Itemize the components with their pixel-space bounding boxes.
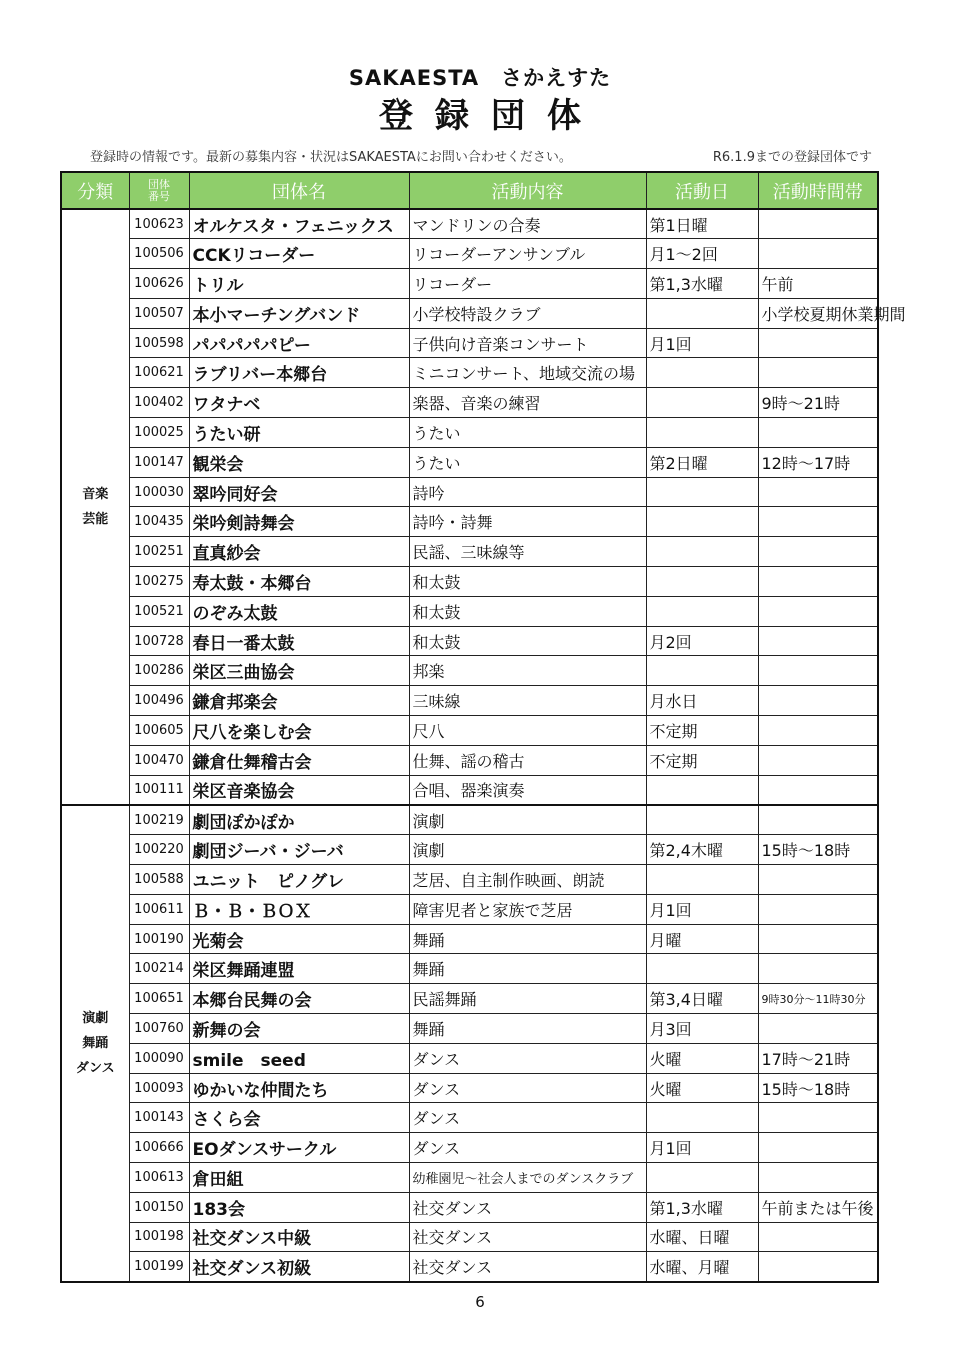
activity-cell: 小学校特設クラブ xyxy=(409,298,646,328)
time-cell xyxy=(758,1014,878,1044)
table-row xyxy=(61,537,878,567)
table-row xyxy=(61,1133,878,1163)
day-cell xyxy=(646,656,758,686)
activity-cell: 子供向け音楽コンサート xyxy=(409,328,646,358)
table-body xyxy=(61,209,906,1282)
group-name-cell: 鎌倉仕舞稽古会 xyxy=(189,745,409,775)
activity-cell: 合唱、器楽演奏 xyxy=(409,775,646,805)
table-row xyxy=(61,656,878,686)
group-name-cell: オルケスタ・フェニックス xyxy=(189,209,409,239)
activity-cell: ダンス xyxy=(409,1043,646,1073)
group-name-cell: さくら会 xyxy=(189,1103,409,1133)
group-name-cell: 劇団ぽかぽか xyxy=(189,805,409,835)
time-cell: 午前 xyxy=(758,269,878,299)
group-number-cell: 100521 xyxy=(129,596,189,626)
group-number-cell: 100251 xyxy=(129,537,189,567)
day-cell xyxy=(646,298,758,328)
table-row xyxy=(61,358,878,388)
group-number-cell: 100598 xyxy=(129,328,189,358)
activity-cell: 社交ダンス xyxy=(409,1222,646,1252)
table-row xyxy=(61,328,878,358)
table-row xyxy=(61,1103,878,1133)
info-note: 登録時の情報です。最新の募集内容・状況はSAKAESTAにお問い合わせください。 xyxy=(90,150,572,165)
time-cell xyxy=(758,865,878,895)
day-cell: 第1,3水曜 xyxy=(646,269,758,299)
col-header-name: 団体名 xyxy=(189,172,409,209)
col-header-day: 活動日 xyxy=(646,172,758,209)
time-cell xyxy=(758,686,878,716)
group-name-cell: 栄区舞踊連盟 xyxy=(189,954,409,984)
table-row xyxy=(61,805,878,835)
date-note: R6.1.9までの登録団体です xyxy=(712,150,872,165)
table-row xyxy=(61,507,878,537)
day-cell xyxy=(646,865,758,895)
category-cell: 音楽 芸能 xyxy=(61,209,129,805)
table-row xyxy=(61,835,878,865)
table-row xyxy=(61,1043,878,1073)
group-number-cell: 100214 xyxy=(129,954,189,984)
time-cell xyxy=(758,775,878,805)
table-row xyxy=(61,924,878,954)
table-row xyxy=(61,865,878,895)
group-number-cell: 100470 xyxy=(129,745,189,775)
group-number-cell: 100605 xyxy=(129,716,189,746)
table-row xyxy=(61,477,878,507)
table-row xyxy=(61,209,878,239)
group-name-cell: CCKリコーダー xyxy=(189,239,409,269)
group-number-cell: 100621 xyxy=(129,358,189,388)
day-cell xyxy=(646,805,758,835)
activity-cell: 詩吟・詩舞 xyxy=(409,507,646,537)
day-cell xyxy=(646,954,758,984)
activity-cell: 舞踊 xyxy=(409,1014,646,1044)
table-header-row xyxy=(61,172,878,209)
time-cell: 9時～21時 xyxy=(758,388,878,418)
time-cell xyxy=(758,954,878,984)
day-cell: 第1日曜 xyxy=(646,209,758,239)
activity-cell: 和太鼓 xyxy=(409,596,646,626)
activity-cell: 和太鼓 xyxy=(409,626,646,656)
day-cell: 月1回 xyxy=(646,894,758,924)
col-header-time: 活動時間帯 xyxy=(758,172,878,209)
day-cell: 第2,4木曜 xyxy=(646,835,758,865)
activity-cell: 民謡、三味線等 xyxy=(409,537,646,567)
group-number-cell: 100626 xyxy=(129,269,189,299)
group-name-cell: トリル xyxy=(189,269,409,299)
table-row xyxy=(61,1163,878,1193)
time-cell: 15時～18時 xyxy=(758,1073,878,1103)
activity-cell: 舞踊 xyxy=(409,954,646,984)
table-row xyxy=(61,1192,878,1222)
group-number-cell: 100275 xyxy=(129,567,189,597)
activity-cell: 社交ダンス xyxy=(409,1252,646,1282)
time-cell xyxy=(758,328,878,358)
day-cell: 水曜、日曜 xyxy=(646,1222,758,1252)
page-number: 6 xyxy=(475,1293,485,1311)
group-name-cell: 寿太鼓・本郷台 xyxy=(189,567,409,597)
day-cell: 火曜 xyxy=(646,1043,758,1073)
table-row xyxy=(61,239,878,269)
group-name-cell: ワタナベ xyxy=(189,388,409,418)
time-cell: 15時～18時 xyxy=(758,835,878,865)
group-name-cell: ユニット ピノグレ xyxy=(189,865,409,895)
group-name-cell: パパパパパピー xyxy=(189,328,409,358)
group-name-cell: ラブリバー本郷台 xyxy=(189,358,409,388)
time-cell xyxy=(758,716,878,746)
activity-cell: 三味線 xyxy=(409,686,646,716)
day-cell xyxy=(646,418,758,448)
time-cell: 17時～21時 xyxy=(758,1043,878,1073)
day-cell xyxy=(646,567,758,597)
group-name-cell: 光菊会 xyxy=(189,924,409,954)
activity-cell: 詩吟 xyxy=(409,477,646,507)
col-header-category: 分類 xyxy=(61,172,129,209)
activity-cell: 障害児者と家族で芝居 xyxy=(409,894,646,924)
page-title: 登録団体 xyxy=(379,96,603,136)
group-number-cell: 100090 xyxy=(129,1043,189,1073)
table-row xyxy=(61,1222,878,1252)
group-name-cell: 本郷台民舞の会 xyxy=(189,984,409,1014)
group-number-cell: 100402 xyxy=(129,388,189,418)
group-name-cell: smile seed xyxy=(189,1043,409,1073)
group-name-cell: 倉田組 xyxy=(189,1163,409,1193)
col-header-number-text: 団体 番号 xyxy=(148,177,170,203)
activity-cell: マンドリンの合奏 xyxy=(409,209,646,239)
activity-cell: 和太鼓 xyxy=(409,567,646,597)
day-cell xyxy=(646,1103,758,1133)
activity-cell: ダンス xyxy=(409,1073,646,1103)
table-row xyxy=(61,686,878,716)
table-row xyxy=(61,1073,878,1103)
table-row xyxy=(61,447,878,477)
group-number-cell: 100143 xyxy=(129,1103,189,1133)
group-name-cell: 新舞の会 xyxy=(189,1014,409,1044)
group-number-cell: 100507 xyxy=(129,298,189,328)
activity-cell: 芝居、自主制作映画、朗読 xyxy=(409,865,646,895)
day-cell xyxy=(646,358,758,388)
time-cell xyxy=(758,805,878,835)
group-number-cell: 100220 xyxy=(129,835,189,865)
group-name-cell: 鎌倉邦楽会 xyxy=(189,686,409,716)
table-row xyxy=(61,567,878,597)
time-cell xyxy=(758,1252,878,1282)
time-cell xyxy=(758,1222,878,1252)
activity-cell: 社交ダンス xyxy=(409,1192,646,1222)
activity-cell: 民謡舞踊 xyxy=(409,984,646,1014)
group-number-cell: 100623 xyxy=(129,209,189,239)
group-number-cell: 100728 xyxy=(129,626,189,656)
time-cell xyxy=(758,924,878,954)
activity-cell: 楽器、音楽の練習 xyxy=(409,388,646,418)
day-cell: 第2日曜 xyxy=(646,447,758,477)
groups-table xyxy=(60,171,906,1283)
group-number-cell: 100199 xyxy=(129,1252,189,1282)
time-cell xyxy=(758,894,878,924)
group-number-cell: 100760 xyxy=(129,1014,189,1044)
day-cell: 月3回 xyxy=(646,1014,758,1044)
group-number-cell: 100150 xyxy=(129,1192,189,1222)
table-row xyxy=(61,388,878,418)
time-cell xyxy=(758,507,878,537)
day-cell xyxy=(646,507,758,537)
group-number-cell: 100198 xyxy=(129,1222,189,1252)
group-number-cell: 100025 xyxy=(129,418,189,448)
group-name-cell: 栄吟剣詩舞会 xyxy=(189,507,409,537)
group-number-cell: 100496 xyxy=(129,686,189,716)
activity-cell: 演劇 xyxy=(409,835,646,865)
group-number-cell: 100286 xyxy=(129,656,189,686)
activity-cell: ミニコンサート、地域交流の場 xyxy=(409,358,646,388)
table-row xyxy=(61,626,878,656)
table-row xyxy=(61,298,878,328)
time-cell: 12時～17時 xyxy=(758,447,878,477)
group-number-cell: 100030 xyxy=(129,477,189,507)
group-name-cell: うたい研 xyxy=(189,418,409,448)
time-cell xyxy=(758,477,878,507)
table-row xyxy=(61,775,878,805)
group-name-cell: EOダンスサークル xyxy=(189,1133,409,1163)
group-number-cell: 100111 xyxy=(129,775,189,805)
group-number-cell: 100651 xyxy=(129,984,189,1014)
time-cell xyxy=(758,745,878,775)
day-cell: 火曜 xyxy=(646,1073,758,1103)
group-name-cell: 観栄会 xyxy=(189,447,409,477)
time-cell xyxy=(758,1103,878,1133)
group-name-cell: ゆかいな仲間たち xyxy=(189,1073,409,1103)
page-title-en: SAKAESTA さかえすた xyxy=(348,66,612,90)
day-cell: 月1回 xyxy=(646,1133,758,1163)
activity-cell: 舞踊 xyxy=(409,924,646,954)
day-cell xyxy=(646,477,758,507)
group-number-cell: 100190 xyxy=(129,924,189,954)
day-cell: 水曜、月曜 xyxy=(646,1252,758,1282)
activity-cell: 演劇 xyxy=(409,805,646,835)
table-row xyxy=(61,716,878,746)
table-row xyxy=(61,269,878,299)
group-name-cell: 劇団ジーバ・ジーバ xyxy=(189,835,409,865)
time-cell xyxy=(758,209,878,239)
table-row xyxy=(61,745,878,775)
day-cell: 第1,3水曜 xyxy=(646,1192,758,1222)
time-cell xyxy=(758,596,878,626)
group-name-cell: 尺八を楽しむ会 xyxy=(189,716,409,746)
activity-cell: ダンス xyxy=(409,1103,646,1133)
table-row xyxy=(61,984,878,1014)
time-cell xyxy=(758,567,878,597)
activity-cell: 邦楽 xyxy=(409,656,646,686)
activity-cell: うたい xyxy=(409,447,646,477)
group-name-cell: 直真紗会 xyxy=(189,537,409,567)
group-name-cell: 栄区三曲協会 xyxy=(189,656,409,686)
group-number-cell: 100588 xyxy=(129,865,189,895)
day-cell: 不定期 xyxy=(646,745,758,775)
table-row xyxy=(61,1252,878,1282)
activity-cell: 幼稚園児～社会人までのダンスクラブ xyxy=(409,1163,646,1193)
table-row xyxy=(61,954,878,984)
time-cell xyxy=(758,239,878,269)
group-name-cell: 社交ダンス中級 xyxy=(189,1222,409,1252)
time-cell xyxy=(758,1133,878,1163)
day-cell: 月1回 xyxy=(646,328,758,358)
activity-cell: ダンス xyxy=(409,1133,646,1163)
group-number-cell: 100435 xyxy=(129,507,189,537)
group-number-cell: 100219 xyxy=(129,805,189,835)
group-number-cell: 100506 xyxy=(129,239,189,269)
time-cell xyxy=(758,626,878,656)
time-cell: 9時30分～11時30分 xyxy=(758,984,878,1014)
table-row xyxy=(61,596,878,626)
table-row xyxy=(61,894,878,924)
group-name-cell: 栄区音楽協会 xyxy=(189,775,409,805)
day-cell: 不定期 xyxy=(646,716,758,746)
category-cell: 演劇 舞踊 ダンス xyxy=(61,805,129,1282)
activity-cell: うたい xyxy=(409,418,646,448)
day-cell: 第3,4日曜 xyxy=(646,984,758,1014)
group-name-cell: 本小マーチングバンド xyxy=(189,298,409,328)
time-cell xyxy=(758,537,878,567)
time-cell xyxy=(758,358,878,388)
activity-cell: 仕舞、謡の稽古 xyxy=(409,745,646,775)
group-number-cell: 100666 xyxy=(129,1133,189,1163)
time-cell xyxy=(758,418,878,448)
group-name-cell: 春日一番太鼓 xyxy=(189,626,409,656)
group-number-cell: 100611 xyxy=(129,894,189,924)
group-name-cell: 翠吟同好会 xyxy=(189,477,409,507)
group-number-cell: 100093 xyxy=(129,1073,189,1103)
day-cell xyxy=(646,775,758,805)
day-cell xyxy=(646,1163,758,1193)
day-cell: 月水日 xyxy=(646,686,758,716)
activity-cell: リコーダーアンサンブル xyxy=(409,239,646,269)
day-cell: 月曜 xyxy=(646,924,758,954)
time-cell: 小学校夏期休業期間 xyxy=(758,298,878,328)
group-number-cell: 100613 xyxy=(129,1163,189,1193)
day-cell xyxy=(646,537,758,567)
time-cell: 午前または午後 xyxy=(758,1192,878,1222)
activity-cell: リコーダー xyxy=(409,269,646,299)
group-name-cell: 183会 xyxy=(189,1192,409,1222)
time-cell xyxy=(758,656,878,686)
time-cell xyxy=(758,1163,878,1193)
day-cell: 月1～2回 xyxy=(646,239,758,269)
table-row xyxy=(61,1014,878,1044)
day-cell xyxy=(646,596,758,626)
day-cell: 月2回 xyxy=(646,626,758,656)
group-name-cell: 社交ダンス初級 xyxy=(189,1252,409,1282)
group-number-cell: 100147 xyxy=(129,447,189,477)
activity-cell: 尺八 xyxy=(409,716,646,746)
col-header-number xyxy=(129,172,189,209)
group-name-cell: Ｂ・Ｂ・ＢＯＸ xyxy=(189,894,409,924)
day-cell xyxy=(646,388,758,418)
table-row xyxy=(61,418,878,448)
group-name-cell: のぞみ太鼓 xyxy=(189,596,409,626)
col-header-activity: 活動内容 xyxy=(409,172,646,209)
